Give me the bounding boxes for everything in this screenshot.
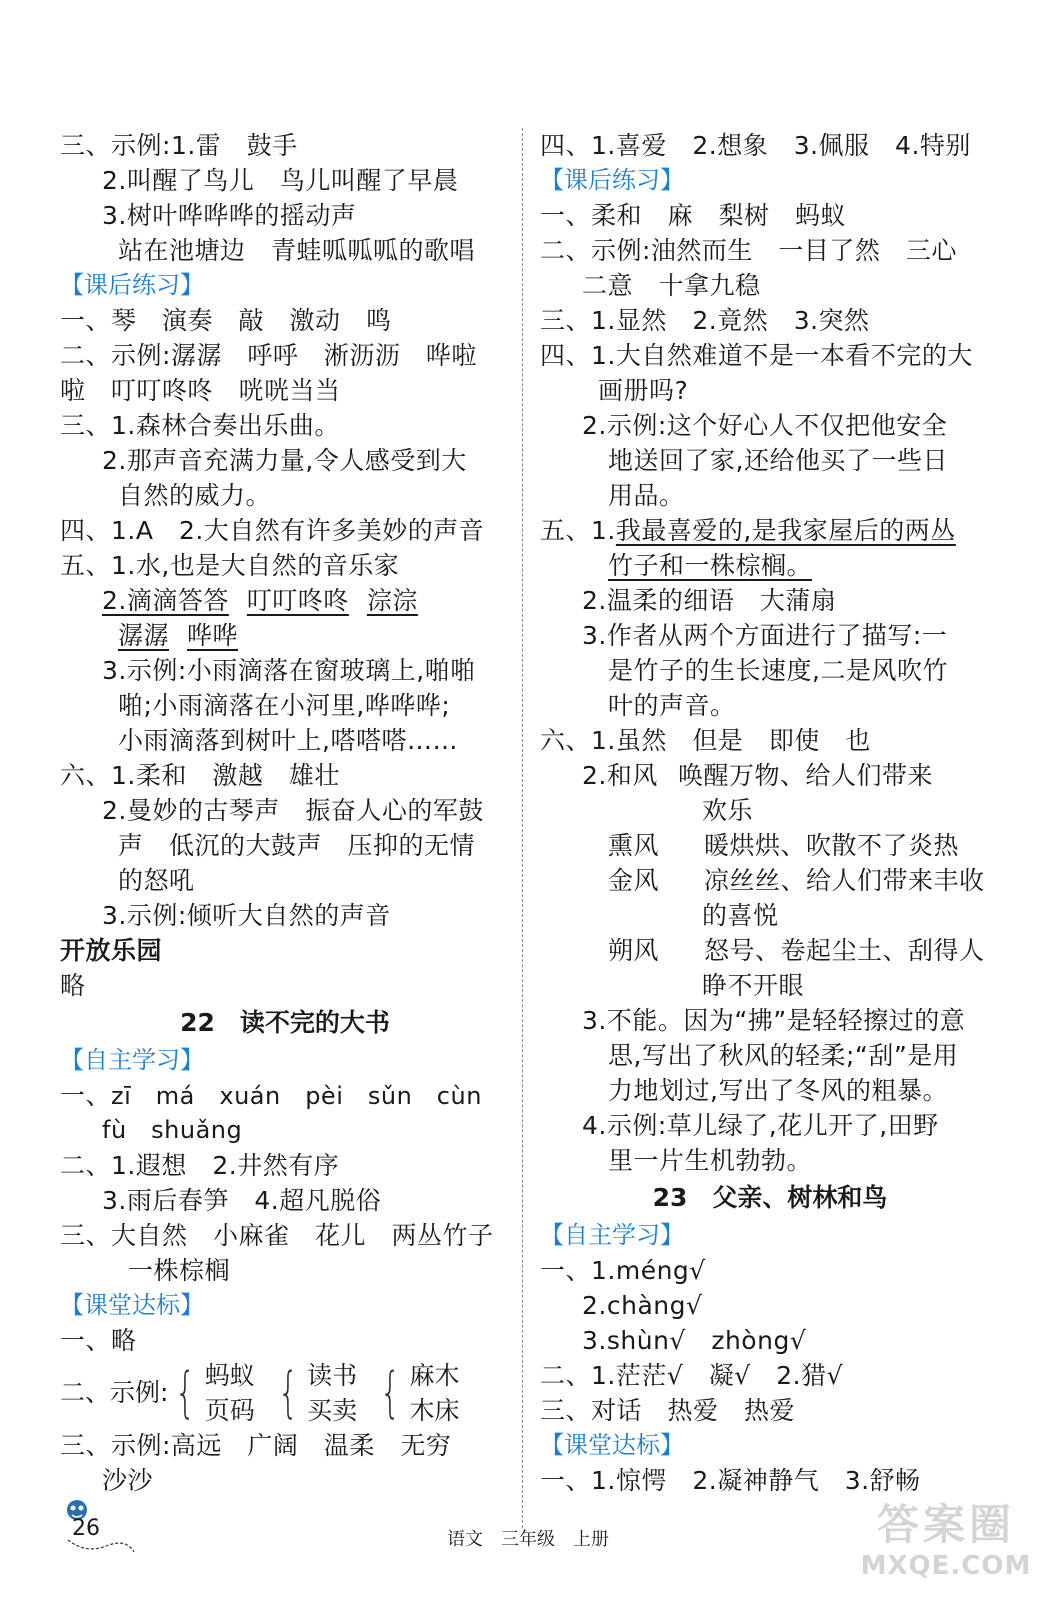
column-divider [522,128,524,1528]
wind-row: 金风 凉丝丝、给人们带来丰收 [608,866,985,895]
lesson-title: 22 读不完的大书 [180,1008,390,1037]
answer-line: 3.雨后春笋 4.超凡脱俗 [102,1186,382,1215]
answer-line: 一、zī má xuán pèi sǔn cùn [60,1081,482,1110]
answer-line: 一株棕榈 [128,1256,231,1285]
answer-line: 二、1.遐想 2.井然有序 [60,1151,340,1180]
answer-line: 思,写出了秋风的轻柔;“刮”是用 [608,1041,959,1070]
section-tag-kehou: 【课后练习】 [540,166,684,194]
left-column [60,128,510,1498]
answer-line: 三、大自然 小麻雀 花儿 两丛竹子 [60,1221,494,1250]
answer-line: 叶的声音。 [608,691,736,720]
answer-line: 3.示例:小雨滴落在窗玻璃上,啪啪 [102,656,476,685]
answer-line: 睁不开眼 [702,971,805,1000]
answer-line: 画册吗? [598,376,689,405]
brace-group: { 麻木 木床 [380,1361,460,1425]
answer-line: 2.曼妙的古琴声 振奋人心的军鼓 [102,796,484,825]
answer-line: 沙沙 [102,1466,154,1495]
answer-line: 六、1.虽然 但是 即使 也 [540,726,871,755]
answer-line: 啦 叮叮咚咚 咣咣当当 [60,376,341,405]
section-tag-zizhu: 【自主学习】 [60,1046,204,1074]
answer-line: 二、1.茫茫√ 凝√ 2.猎√ [540,1361,843,1390]
answer-line: 三、1.显然 2.竟然 3.突然 [540,306,870,335]
answer-line: 3.示例:倾听大自然的声音 [102,901,391,930]
answer-line: 四、1.A 2.大自然有许多美妙的声音 [60,516,485,545]
answer-line: 2.温柔的细语 大蒲扇 [582,586,837,615]
watermark: 答案圈 MXQE.COM [860,1500,1032,1581]
answer-line: 二意 十拿九稳 [582,271,761,300]
answer-line: 的喜悦 [702,901,779,930]
page-number: 26 [72,1516,100,1541]
answer-line: 三、示例:1.雷 鼓手 [60,131,298,160]
answer-line: 二、示例:油然而生 一目了然 三心 [540,236,957,265]
answer-line: 3.树叶哗哗哗的摇动声 [102,201,357,230]
answer-line: 略 [60,971,86,1000]
answer-line: 2.叫醒了鸟儿 鸟儿叫醒了早晨 [102,166,459,195]
answer-line: 四、1.大自然难道不是一本看不完的大 [540,341,973,370]
answer-line: 一、柔和 麻 梨树 蚂蚁 [540,201,847,230]
answer-line: 站在池塘边 青蛙呱呱呱的歌唱 [118,236,476,265]
wind-row: 朔风 怒号、卷起尘土、刮得人 [608,936,985,965]
answer-line: 2.chàng√ [582,1291,703,1320]
answer-line: fù shuǎng [102,1116,243,1144]
answer-line: 小雨滴落到树叶上,嗒嗒嗒…… [118,726,458,755]
answer-line: 一、1.méng√ [540,1256,706,1285]
answer-line: 三、对话 热爱 热爱 [540,1396,796,1425]
right-column [540,128,1000,1498]
answer-line: 三、1.森林合奏出乐曲。 [60,411,340,440]
answer-line: 声 低沉的大鼓声 压抑的无情 [118,831,476,860]
answer-line: 竹子和一株棕榈。 [608,551,813,580]
answer-line: 2.示例:这个好心人不仅把他安全 [582,411,948,440]
answer-line: 四、1.喜爱 2.想象 3.佩服 4.特别 [540,131,971,160]
answer-line: 欢乐 [702,796,754,825]
brace-answer-row: 二、示例: { 蚂蚁 页码 { 读书 买卖 { 麻木 木床 [60,1358,510,1428]
answer-line: 一、1.惊愕 2.凝神静气 3.舒畅 [540,1466,921,1495]
section-tag-ketang: 【课堂达标】 [540,1431,684,1459]
answer-line: 三、示例:高远 广阔 温柔 无穷 [60,1431,452,1460]
answer-line: 3.作者从两个方面进行了描写:一 [582,621,948,650]
answer-line: 3.shùn√ zhòng√ [582,1326,807,1355]
answer-line: 二、示例:潺潺 呼呼 淅沥沥 哗啦 [60,341,477,370]
brace-group: { 读书 买卖 [277,1361,358,1425]
answer-line: 地送回了家,还给他买了一些日 [608,446,948,475]
lesson-title: 23 父亲、树林和鸟 [652,1183,888,1212]
section-heading: 开放乐园 [60,936,163,965]
answer-line: 自然的威力。 [118,481,272,510]
answer-line: 一、略 [60,1326,137,1355]
answer-line: 五、1.水,也是大自然的音乐家 [60,551,400,580]
section-tag-ketang: 【课堂达标】 [60,1291,204,1319]
answer-line: 的怒吼 [118,866,195,895]
answer-line: 用品。 [608,481,685,510]
section-tag-kehou: 【课后练习】 [60,271,204,299]
answer-line: 2.滴滴答答 叮叮咚咚 淙淙 [102,586,418,615]
footer-subject: 语文 三年级 上册 [447,1529,609,1550]
wind-row: 熏风 暖烘烘、吹散不了炎热 [608,831,960,860]
answer-line: 潺潺 哗哗 [118,621,239,650]
answer-line: 里一片生机勃勃。 [608,1146,813,1175]
answer-line: 啪;小雨滴落在小河里,哗哗哗; [118,691,451,720]
answer-line: 3.不能。因为“拂”是轻轻擦过的意 [582,1006,966,1035]
answer-line: 2.那声音充满力量,令人感受到大 [102,446,467,475]
answer-line: 是竹子的生长速度,二是风吹竹 [608,656,948,685]
wind-row: 2.和风 唤醒万物、给人们带来 [582,761,934,790]
answer-line: 力地划过,写出了冬风的粗暴。 [608,1076,948,1105]
answer-line: 一、琴 演奏 敲 激动 鸣 [60,306,392,335]
brace-group: { 蚂蚁 页码 [175,1361,255,1425]
answer-line: 4.示例:草儿绿了,花儿开了,田野 [582,1111,939,1140]
answer-line: 五、1.我最喜爱的,是我家屋后的两丛 [540,516,956,545]
answer-line: 六、1.柔和 激越 雄壮 [60,761,340,790]
section-tag-zizhu: 【自主学习】 [540,1221,684,1249]
